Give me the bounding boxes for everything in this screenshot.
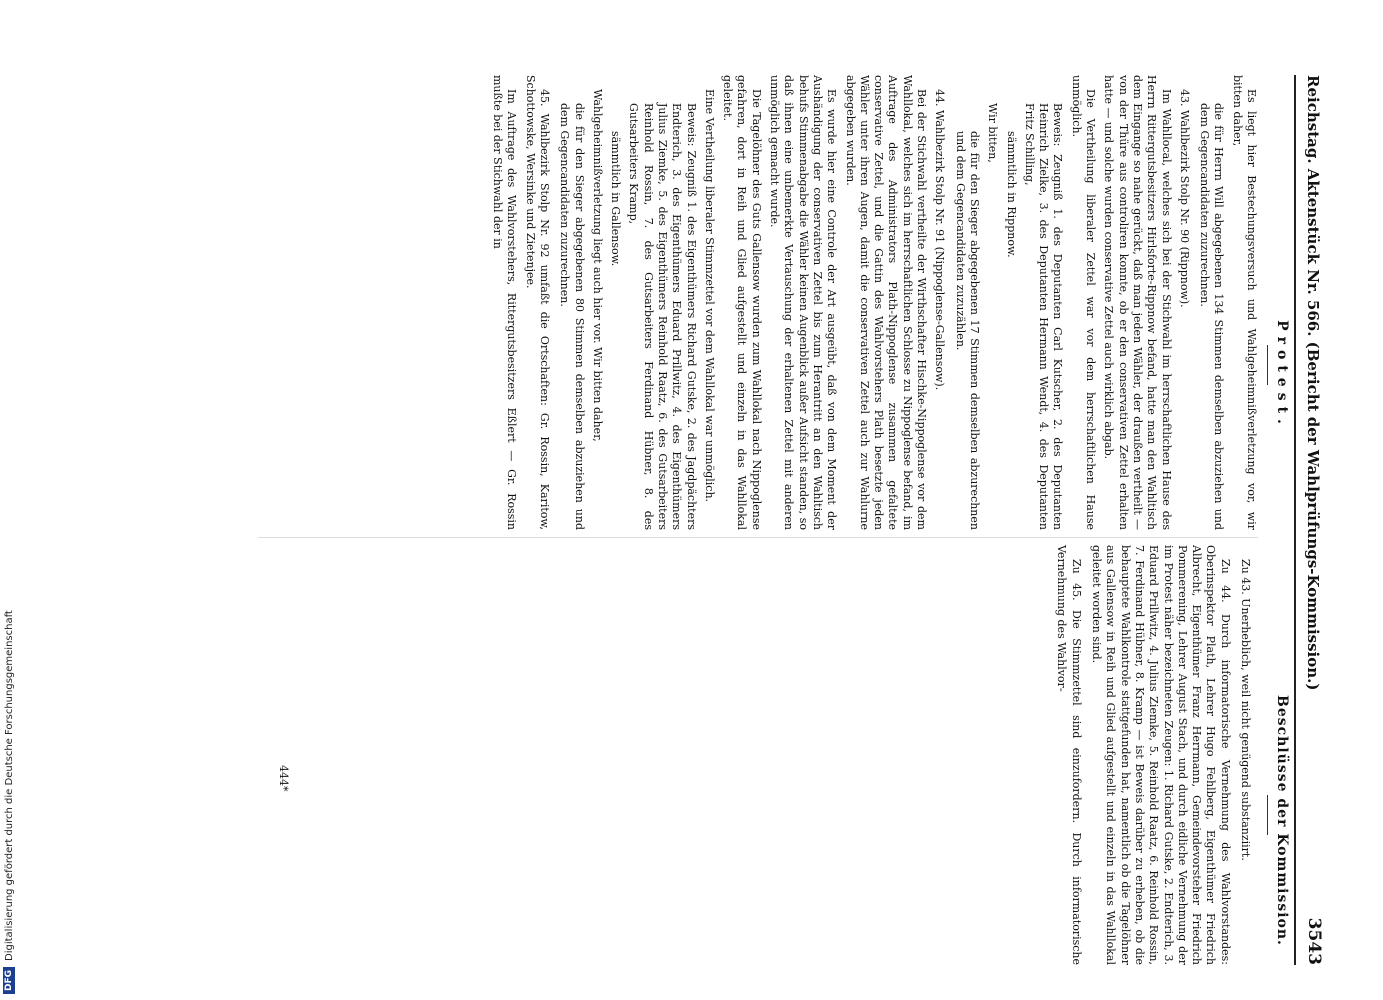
protest-paragraph: die für Herrn Will abgegebenen 134 Stimmen demselben abzuziehen und dem Gegencandidaten zuzurechnen. [1198,103,1226,530]
decision-paragraph: Zu 45. Die Stimmzettel sind einzufordern. Durch informatorische Vernehmung des Wahlvor- [1055,545,1083,965]
protest-paragraph: Im Wahllocal, welches sich bei der Stichwahl im herrschaftlichen Hause des Herrn Rittergutsbesitzers Hirlsforte-Rippnow befand, hatte man den Wahltisch dem Eingange so nahe gerückt, daß man jeden Wähler, der draußen vertheilt — von der Thüre aus controliren konnte, ob er den conservativen Zettel erhalten hatte — und solche wurden conservative Zettel auch wirklich abgab. [1102,75,1173,530]
protest-paragraph: Es wurde hier eine Controle der Art ausgeübt, daß von dem Moment der Aushändigung der conservativen Zettel bis zum Herantritt an den Wahltisch behufs Stimmenabgabe die Wähler keinen Augenblick außer Aufsicht standen, so daß ihnen eine unbemerkte Vertauschung der erhaltenen Zettel mit anderen unmöglich gemacht wurde. [768,75,839,530]
digitization-credit [0,0,18,1000]
protest-paragraph: die für den Sieger abgegebenen 17 Stimmen demselben abzurechnen und dem Gegencandidaten zuzuzählen. [953,131,981,530]
protest-paragraph: Bei der Stichwahl vertheilte der Wirthschafter Hischke-Nippoglense vor dem Wahllokal, welches sich im herrschaftlichen Schlosse zu Nippoglense befand, im Auftrage des Administrators Plath-Nippoglense zusammen gefaltete conservative Zettel, und die Gattin des Wahlvorstehers Plath besetzte jeden Wähler unter ihren Augen, damit die conservativen Zettel auch zur Wahlurne abgegeben wurden. [843,75,929,530]
column-divider [258,537,1258,538]
commission-decisions-heading: Beschlüsse der Kommission. [1274,695,1290,946]
protest-paragraph: Die Tagelöhner des Guts Gallensow wurden zum Wahllokal nach Nippoglense gefahren, dort in Reih und Glied aufgestellt und einzeln in das Wahllokal geleitet. [721,75,763,530]
protest-paragraph: 45. Wahlbezirk Stolp Nr. 92 umfaßt die Ortschaften: Gr. Rossin, Karitow, Schottowske, Wersinke und Zietenjee. [523,75,551,530]
header-title: Reichstag. Aktenstück Nr. 566. (Bericht der Wahlprüfungs-Kommission.) [1304,75,1322,691]
page-number: 3543 [1304,917,1324,965]
protest-paragraph: die für den Sieger abgegebenen 80 Stimmen demselben abzuziehen und dem Gegencandidaten zuzurechnen. [558,103,586,530]
protest-paragraph: 44. Wahlbezirk Stolp Nr. 91 (Nippoglense-Gallensow). [933,89,947,391]
decision-paragraph: Zu 44. Durch informatorische Vernehmung des Wahlvorstandes: Oberinspektor Plath, Lehrer Hugo Fehlberg, Eigenthümer Friedrich Albrecht, Eigenthümer Franz Herrmann, Gemeindevorsteher Friedrich Pommerening, Lehrer August Stach, und durch eidliche Vernehmung der im Protest näher bezeichneten Zeugen: 1. Richard Gutske, 2. Endterich, 3. Eduard Prillwitz, 4. Julius Ziemke, 5. Reinhold Raatz, 6. Reinhold Rossin, 7. Ferdinand Hübner, 8. Kramp — ist Beweis darüber zu erheben, ob die behauptete Wahlkontrole stattgefunden hat, namentlich ob die Tagelöhner aus Gallensow in Reih und Glied aufgestellt und einzeln in das Wahllokal geleitet worden sind. [1090,545,1232,965]
protest-paragraph: Es liegt hier Bestechungsversuch und Wahlgeheimnißverletzung vor, wir bitten daher, [1230,75,1258,530]
protest-paragraph: 43. Wahlbezirk Stolp Nr. 90 (Rippnow). [1177,89,1191,308]
heading-rule-left [1267,345,1268,385]
heading-rule-right [1267,795,1268,835]
rotated-page [130,75,1330,965]
protest-paragraph: Die Vertheilung liberaler Zettel war vor dem herrschaftlichen Hause unmöglich. [1069,75,1098,530]
footer-signature-mark: 444* [277,765,290,792]
page-header [1294,75,1330,965]
protest-paragraph: sämmtlich in Gallensow. [609,131,623,267]
protest-paragraph: Beweis: Zeugniß 1. des Deputanten Carl Kutscher, 2. des Deputanten Heinrich Zielke, 3. des Deputanten Hermann Wendt, 4. des Deputanten Fritz Schilling, [1022,103,1065,530]
protest-heading: Protest. [1274,320,1290,430]
protest-paragraph: Im Auftrage des Wahlvorstehers, Rittergutsbesitzers Eßlert — Gr. Rossin mußte bei der Stichwahl der in [491,75,519,530]
decision-paragraph: Zu 43. Unerheblich, weil nicht genügend substanziirt. [1239,559,1252,861]
dfg-logo: DFG [3,967,15,994]
decisions-column [1050,545,1258,965]
protest-paragraph: Wahlgeheimnißverletzung liegt auch hier vor. Wir bitten daher, [590,89,604,442]
protest-column [486,75,1258,530]
protest-paragraph: Wir bitten, [986,103,1000,163]
credit-text: Digitalisierung gefördert durch die Deutsche Forschungsgemeinschaft [3,610,15,961]
protest-paragraph: Beweis: Zeugniß 1. des Eigenthümers Richard Gutske, 2. des Jagdpächters Endterich, 3. des Eigenthümers Eduard Prillwitz, 4. des Eigenthümers Julius Ziemke, 5. des Eigenthümers Reinhold Raatz, 6. des Gutsarbeiters Reinhold Rossin, 7. des Gutsarbeiters Ferdinand Hübner, 8. des Gutsarbeiters Kramp, [627,103,698,530]
protest-paragraph: sämmtlich in Rippnow. [1004,131,1018,258]
protest-paragraph: Eine Vertheilung liberaler Stimmzettel vor dem Wahllokal war unmöglich. [702,89,716,503]
